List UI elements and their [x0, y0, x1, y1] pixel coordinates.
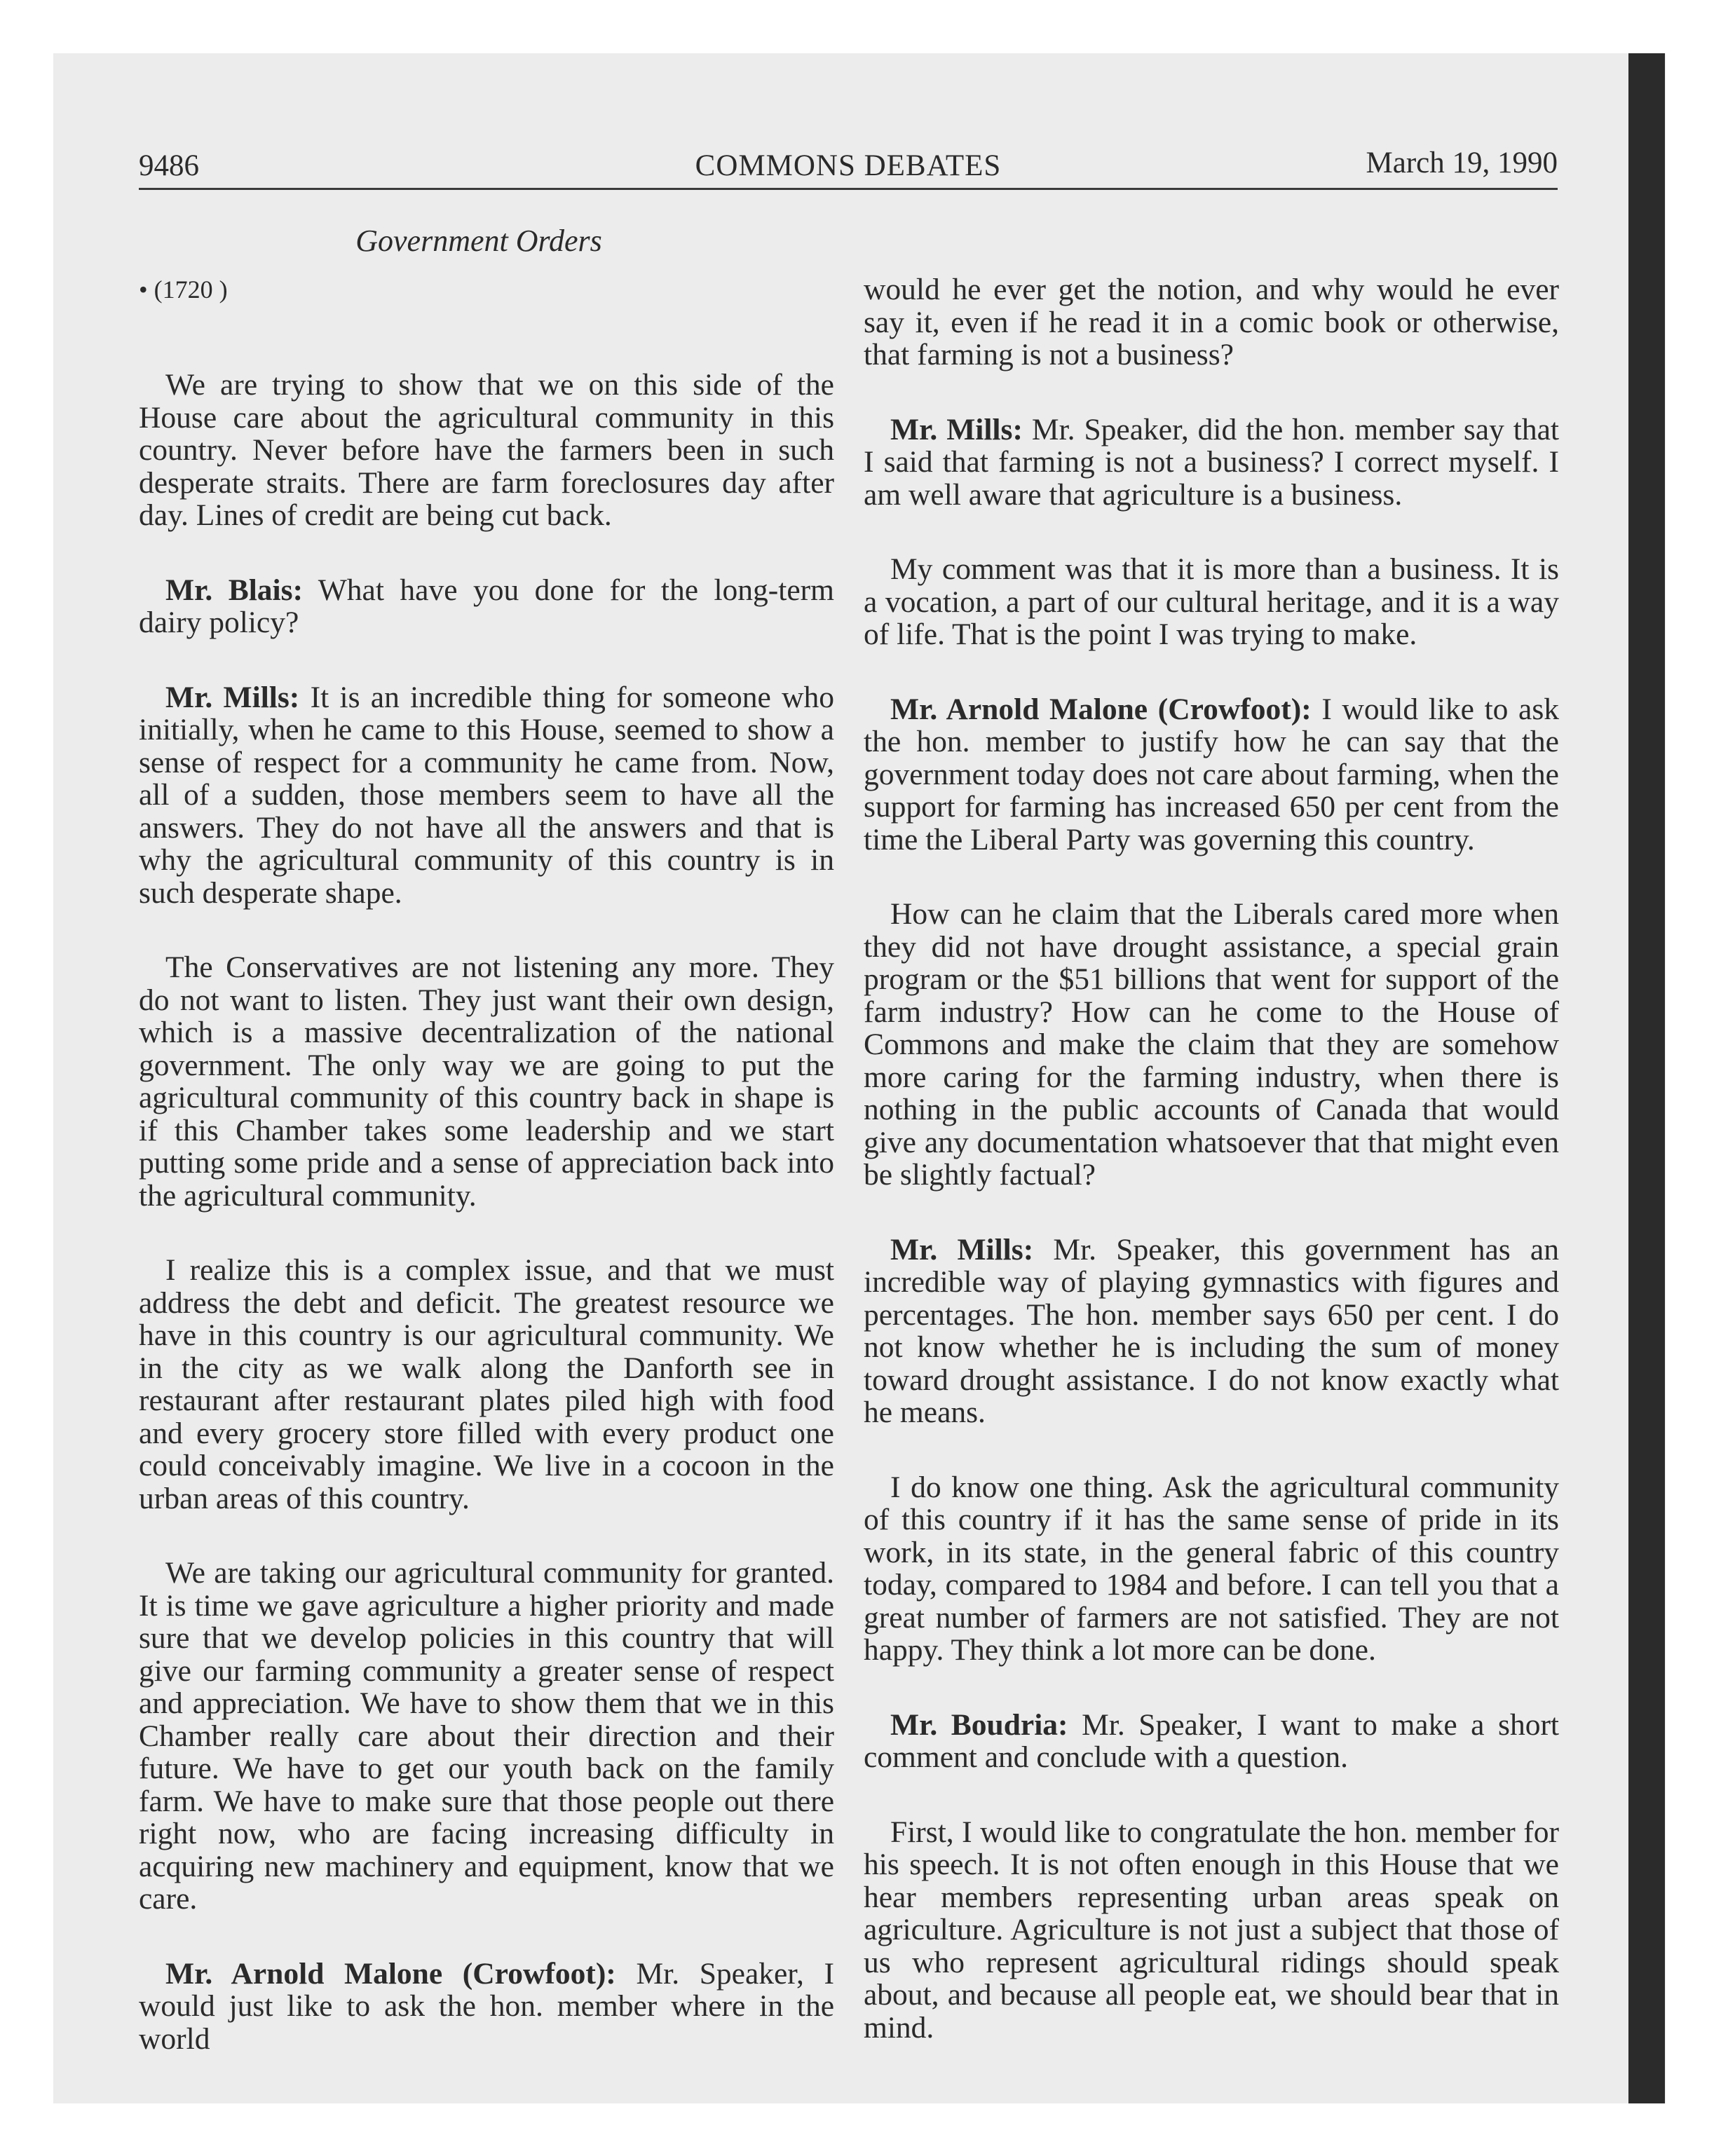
- paragraph: [864, 1471, 1559, 1667]
- paragraph-text: The Conservatives are not listening any more. They do not want to listen. They just want their own design, which is a massive decentralization of the national government. The only way we are going to put the agricultural community of this country back in shape is if this Chamber takes some leadership and we start putting some pride and a sense of appreciation back into the agricultural community.: [139, 950, 834, 1213]
- page-number: 9486: [139, 149, 199, 182]
- speaker-name: Mr. Arnold Malone (Crowfoot):: [890, 692, 1312, 726]
- speaker-name: Mr. Mills:: [890, 412, 1023, 446]
- speaker-name: Mr. Mills:: [890, 1232, 1034, 1267]
- paragraph-text: We are trying to show that we on this side of the House care about the agricultural community in this country. Never before have the farmers been in such desperate straits. There are farm foreclosures day after day. Lines of credit are being cut back.: [139, 368, 834, 532]
- paragraph: [864, 414, 1559, 512]
- paragraph-text: It is an incredible thing for someone who initially, when he came to this House, seemed to show a sense of respect for a community he came from. Now, all of a sudden, those members seem to have all the answers. They do not have all the answers and that is why the agricultural community of this country is in such desperate shape.: [139, 680, 835, 910]
- speaker-name: Mr. Mills:: [165, 680, 300, 714]
- paragraph-text: Mr. Speaker, I want to make a short comment and conclude with a question.: [864, 1707, 1560, 1774]
- right-paragraphs: [864, 273, 1559, 2044]
- time-marker: • (1720 ): [139, 275, 228, 303]
- paragraph: [864, 1816, 1559, 2045]
- paragraph: [864, 898, 1559, 1192]
- speaker-name: Mr. Blais:: [165, 573, 304, 607]
- paragraph: [864, 693, 1559, 857]
- paragraph: [864, 1234, 1559, 1429]
- paragraph-text: would he ever get the notion, and why would he ever say it, even if he read it in a comic book or otherwise, that farming is not a business?: [864, 273, 1559, 371]
- paragraph: [864, 1709, 1559, 1774]
- paragraph-text: How can he claim that the Liberals cared more when they did not have drought assistance, a special grain program or the $51 billions that went for support of the farm industry? How can he come to the House of Commons and make the claim that they are somehow more caring for the farming industry, when there is nothing in the public accounts of Canada that would give any documentation whatsoever that that might even be slightly factual?: [864, 897, 1559, 1192]
- left-column: [139, 273, 834, 2097]
- debate-date: March 19, 1990: [1366, 146, 1558, 179]
- paragraph-text: I would like to ask the hon. member to justify how he can say that the government today does not care about farming, when the support for farming has increased 650 per cent from the time the Liberal Party was governing this country.: [864, 692, 1559, 857]
- speaker-name: Mr. Boudria:: [890, 1707, 1068, 1742]
- paragraph-text: We are taking our agricultural community for granted. It is time we gave agriculture a higher priority and made sure that we develop policies in this country that will give our farming community a greater sense of respect and appreciation. We have to show them that we in this Chamber really care about their direction and their future. We have to get our youth back on the family farm. We have to make sure that those people out there right now, who are facing increasing difficulty in acquiring new machinery and equipment, know that we care.: [139, 1556, 834, 1916]
- paragraph: [139, 369, 834, 532]
- paragraph-text: I realize this is a complex issue, and that we must address the debt and deficit. The greatest resource we have in this country is our agricultural community. We in the city as we walk along the Danforth see in restaurant after restaurant plates piled high with food and every grocery store filled with every product one could conceivably imagine. We live in a cocoon in the urban areas of this country.: [139, 1253, 834, 1515]
- running-head: [139, 139, 1558, 190]
- paragraph-text: I do know one thing. Ask the agricultural community of this country if it has the same sense of pride in its work, in its state, in the general fabric of this country today, compared to 1984 and before. I can tell you that a great number of farmers are not satisfied. They are not happy. They think a lot more can be done.: [864, 1470, 1559, 1667]
- publication-title: COMMONS DEBATES: [695, 149, 1002, 182]
- paragraph: [864, 553, 1559, 651]
- left-paragraphs: [139, 369, 834, 2055]
- paragraph-text: Mr. Speaker, I would just like to ask the hon. member where in the world: [139, 1956, 835, 2056]
- paragraph-text: First, I would like to congratulate the hon. member for his speech. It is not often enough in this House that we hear members representing urban areas speak on agriculture. Agriculture is not just a subject that those of us who represent agricultural ridings should speak about, and because all people eat, we should bear that in mind.: [864, 1815, 1559, 2045]
- paragraph: [139, 1958, 834, 2056]
- book-spine-shadow: [1628, 53, 1665, 2103]
- paragraph: [864, 273, 1559, 371]
- paragraph: [139, 951, 834, 1212]
- paragraph-text: Mr. Speaker, did the hon. member say that I said that farming is not a business? I correct myself. I am well aware that agriculture is a business.: [864, 412, 1560, 512]
- paragraph: [139, 574, 834, 639]
- section-title: Government Orders: [355, 224, 602, 258]
- paragraph: [139, 1254, 834, 1515]
- paragraph-text: Mr. Speaker, this government has an incredible way of playing gymnastics with figures and percentages. The hon. member says 650 per cent. I do not know whether he is including the sum of money toward drought assistance. I do not know exactly what he means.: [864, 1232, 1559, 1429]
- speaker-name: Mr. Arnold Malone (Crowfoot):: [165, 1956, 616, 1991]
- paragraph-text: My comment was that it is more than a business. It is a vocation, a part of our cultural heritage, and it is a way of life. That is the point I was trying to make.: [864, 552, 1559, 651]
- paragraph: [139, 1557, 834, 1916]
- paragraph: [139, 681, 834, 910]
- paragraph-text: What have you done for the long-term dairy policy?: [139, 573, 834, 639]
- right-column: [864, 273, 1559, 2086]
